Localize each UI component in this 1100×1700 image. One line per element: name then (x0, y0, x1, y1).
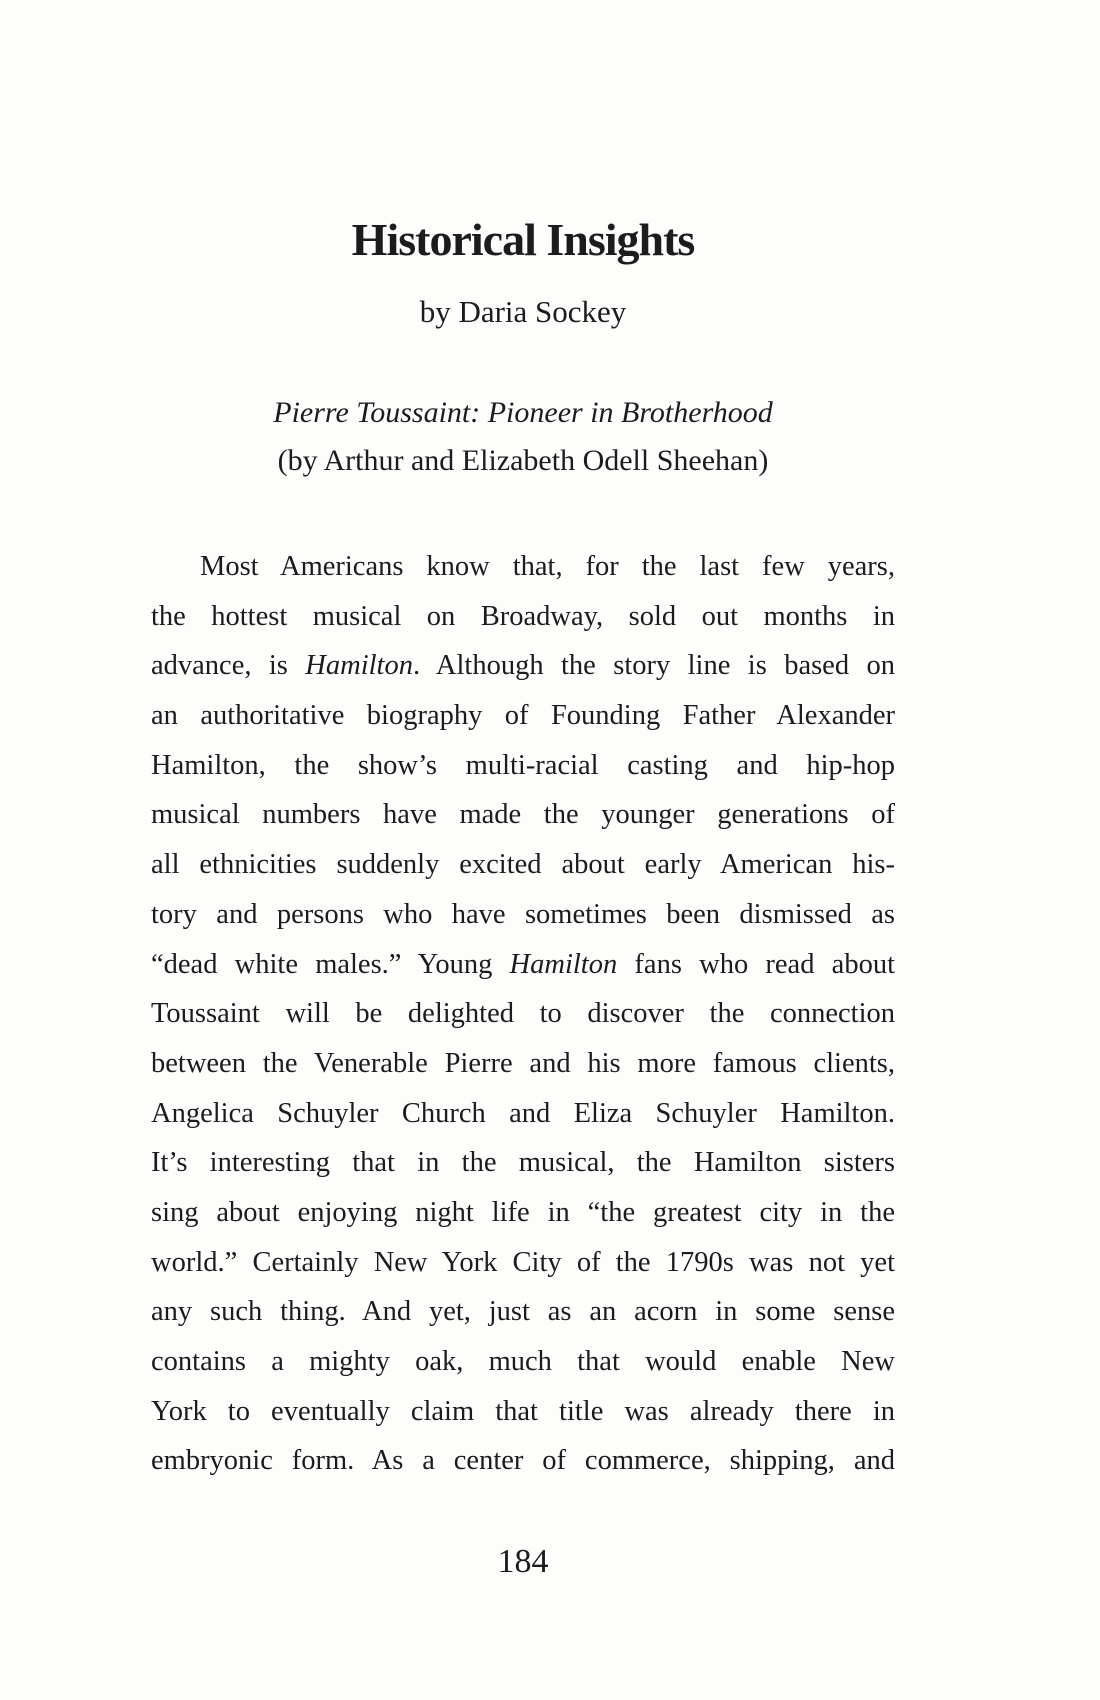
body-text-line (151, 691, 895, 741)
text-segment: the hottest musical on Broadway, sold out months in (151, 600, 895, 632)
text-segment: Angelica Schuyler Church and Eliza Schuyler Hamilton. (151, 1097, 895, 1129)
body-text-line (151, 1188, 895, 1238)
text-segment: embryonic form. As a center of commerce, shipping, and (151, 1445, 895, 1477)
text-segment: . Although the story line is based on (412, 650, 895, 682)
text-segment: musical numbers have made the younger generations of (151, 799, 895, 831)
page-number: 184 (497, 1543, 549, 1580)
body-text-line (151, 1387, 895, 1437)
text-segment: contains a mighty oak, much that would enable New (151, 1346, 895, 1377)
body-text-line (151, 1238, 895, 1288)
article-body (151, 542, 895, 1486)
text-segment: York to eventually claim that title was already there in (151, 1395, 895, 1427)
body-text-line (151, 1337, 895, 1387)
body-text-line (151, 989, 895, 1039)
text-segment: Hamilton, the show’s multi-racial casting and hip-hop (151, 749, 895, 781)
body-text-line (151, 790, 895, 840)
body-text-line (151, 641, 895, 691)
author-byline: by Daria Sockey (419, 294, 627, 329)
body-text-line (151, 741, 895, 791)
text-segment: tory and persons who have sometimes been dismissed as (151, 898, 895, 930)
article-title: Pierre Toussaint: Pioneer in Brotherhood (273, 396, 773, 429)
text-segment: all ethnicities suddenly excited about early American his- (151, 849, 895, 881)
body-text-line (151, 940, 895, 990)
text-segment: fans who read about (617, 948, 895, 980)
body-text-line (151, 840, 895, 890)
article-byline: (by Arthur and Elizabeth Odell Sheehan) (277, 444, 769, 477)
text-segment: advance, is (151, 650, 306, 682)
body-text-line (151, 890, 895, 940)
text-segment: It’s interesting that in the musical, the Hamilton sisters (151, 1147, 895, 1179)
text-segment: sing about enjoying night life in “the greatest city in the (151, 1196, 895, 1228)
page-title: Historical Insights (351, 213, 695, 265)
italic-text-segment: Hamilton (509, 948, 618, 980)
body-text-line (151, 1138, 895, 1188)
text-segment: “dead white males.” Young (151, 948, 510, 980)
body-text-line (151, 592, 895, 642)
body-text-line (151, 1039, 895, 1089)
text-segment: world.” Certainly New York City of the 1790s was not yet (151, 1246, 895, 1278)
text-segment: any such thing. And yet, just as an acorn in some sense (151, 1296, 895, 1328)
text-segment: Toussaint will be delighted to discover the connection (151, 998, 895, 1030)
body-text-line (151, 542, 895, 592)
text-segment: Most Americans know that, for the last few years, (200, 551, 895, 582)
body-text-line (151, 1287, 895, 1337)
text-segment: an authoritative biography of Founding Father Alexander (151, 700, 895, 732)
body-text-line (151, 1436, 895, 1486)
body-text-line (151, 1089, 895, 1139)
italic-text-segment: Hamilton (305, 650, 413, 682)
text-segment: between the Venerable Pierre and his more famous clients, (151, 1047, 895, 1079)
